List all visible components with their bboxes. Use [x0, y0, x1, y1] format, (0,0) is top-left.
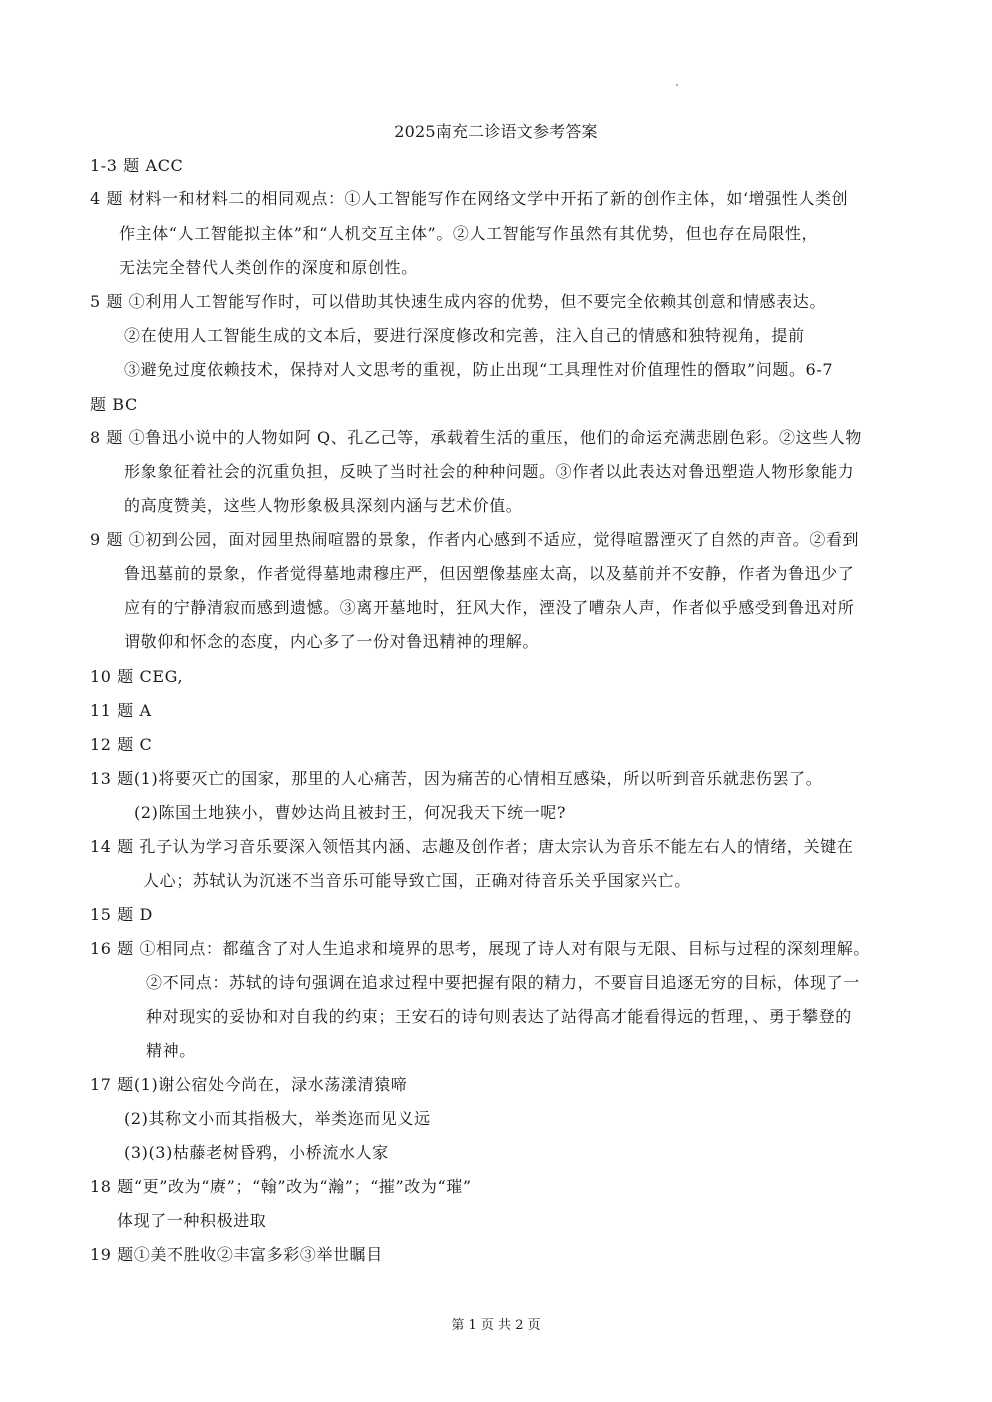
scan-speck: [676, 84, 678, 86]
answer-line: 19 题①美不胜收②丰富多彩③举世瞩目: [90, 1245, 383, 1264]
answer-line: 无法完全替代人类创作的深度和原创性。: [119, 258, 418, 277]
answer-line: 谓敬仰和怀念的态度，内心多了一份对鲁迅精神的理解。: [124, 632, 540, 651]
answer-line: 12 题 C: [90, 735, 153, 754]
answer-line: 的高度赞美，这些人物形象极具深刻内涵与艺术价值。: [124, 496, 523, 515]
answer-line: ②不同点：苏轼的诗句强调在追求过程中要把握有限的精力，不要盲目追逐无穷的目标，体现了一: [146, 973, 860, 992]
answer-line: 4 题 材料一和材料二的相同观点：①人工智能写作在网络文学中开拓了新的创作主体，如‘增强性人类创: [90, 189, 849, 208]
answer-line: 精神。: [146, 1041, 196, 1060]
answer-line: 13 题(1)将要灭亡的国家，那里的人心痛苦，因为痛苦的心情相互感染，所以听到音乐就悲伤罢了。: [90, 769, 823, 788]
document-title: 2025南充二诊语文参考答案: [394, 122, 598, 141]
answer-line: 形象象征着社会的沉重负担，反映了当时社会的种种问题。③作者以此表达对鲁迅塑造人物形象能力: [124, 462, 855, 481]
answer-line: ③避免过度依赖技术，保持对人文思考的重视，防止出现“工具理性对价值理性的僭取”问题。6-7: [124, 360, 834, 379]
answer-line: 作主体“人工智能拟主体”和“人机交互主体”。②人工智能写作虽然有其优势，但也存在局限性，: [119, 224, 819, 243]
answer-line: 题 BC: [90, 395, 138, 414]
answer-line: 8 题 ①鲁迅小说中的人物如阿 Q、孔乙己等，承载着生活的重压，他们的命运充满悲剧色彩。②这些人物: [90, 428, 862, 447]
answer-line: 10 题 CEG,: [90, 667, 184, 686]
answer-line: 17 题(1)谢公宿处今尚在，渌水荡漾清猿啼: [90, 1075, 408, 1094]
answer-line: 5 题 ①利用人工智能写作时，可以借助其快速生成内容的优势，但不要完全依赖其创意和情感表达。: [90, 292, 826, 311]
answer-line: 9 题 ①初到公园，面对园里热闹喧嚣的景象，作者内心感到不适应，觉得喧嚣湮灭了自然的声音。②看到: [90, 530, 860, 549]
answer-line: 18 题“更”改为“赓”；“翰”改为“瀚”；“摧”改为“璀”: [90, 1177, 472, 1196]
answer-line: (3)(3)枯藤老树昏鸦，小桥流水人家: [124, 1143, 389, 1162]
answer-line: ②在使用人工智能生成的文本后，要进行深度修改和完善，注入自己的情感和独特视角，提前: [124, 326, 805, 345]
answer-line: 1-3 题 ACC: [90, 156, 184, 175]
answer-line: 体现了一种积极进取: [117, 1211, 267, 1230]
answer-line: 鲁迅墓前的景象，作者觉得墓地肃穆庄严，但因塑像基座太高，以及墓前并不安静，作者为鲁迅少了: [124, 564, 855, 583]
page-footer: 第 1 页 共 2 页: [451, 1318, 541, 1333]
answer-line: 16 题 ①相同点：都蕴含了对人生追求和境界的思考，展现了诗人对有限与无限、目标与过程的深刻理解。: [90, 939, 870, 958]
answer-line: 11 题 A: [90, 701, 152, 720]
answer-line: 14 题 孔子认为学习音乐要深入领悟其内涵、志趣及创作者；唐太宗认为音乐不能左右人的情绪，关键在: [90, 837, 854, 856]
answer-line: 种对现实的妥协和对自我的约束；王安石的诗句则表达了站得高才能看得远的哲理，、勇于攀登的: [146, 1007, 852, 1026]
answer-line: 15 题 D: [90, 905, 153, 924]
answer-line: (2)陈国土地狭小，曹妙达尚且被封王，何况我天下统一呢?: [134, 803, 567, 822]
answer-line: 人心；苏轼认为沉迷不当音乐可能导致亡国，正确对待音乐关乎国家兴亡。: [143, 871, 691, 890]
answer-line: (2)其称文小而其指极大，举类迩而见义远: [124, 1109, 431, 1128]
answer-line: 应有的宁静清寂而感到遗憾。③离开墓地时，狂风大作，湮没了嘈杂人声，作者似乎感受到鲁迅对所: [124, 598, 855, 617]
